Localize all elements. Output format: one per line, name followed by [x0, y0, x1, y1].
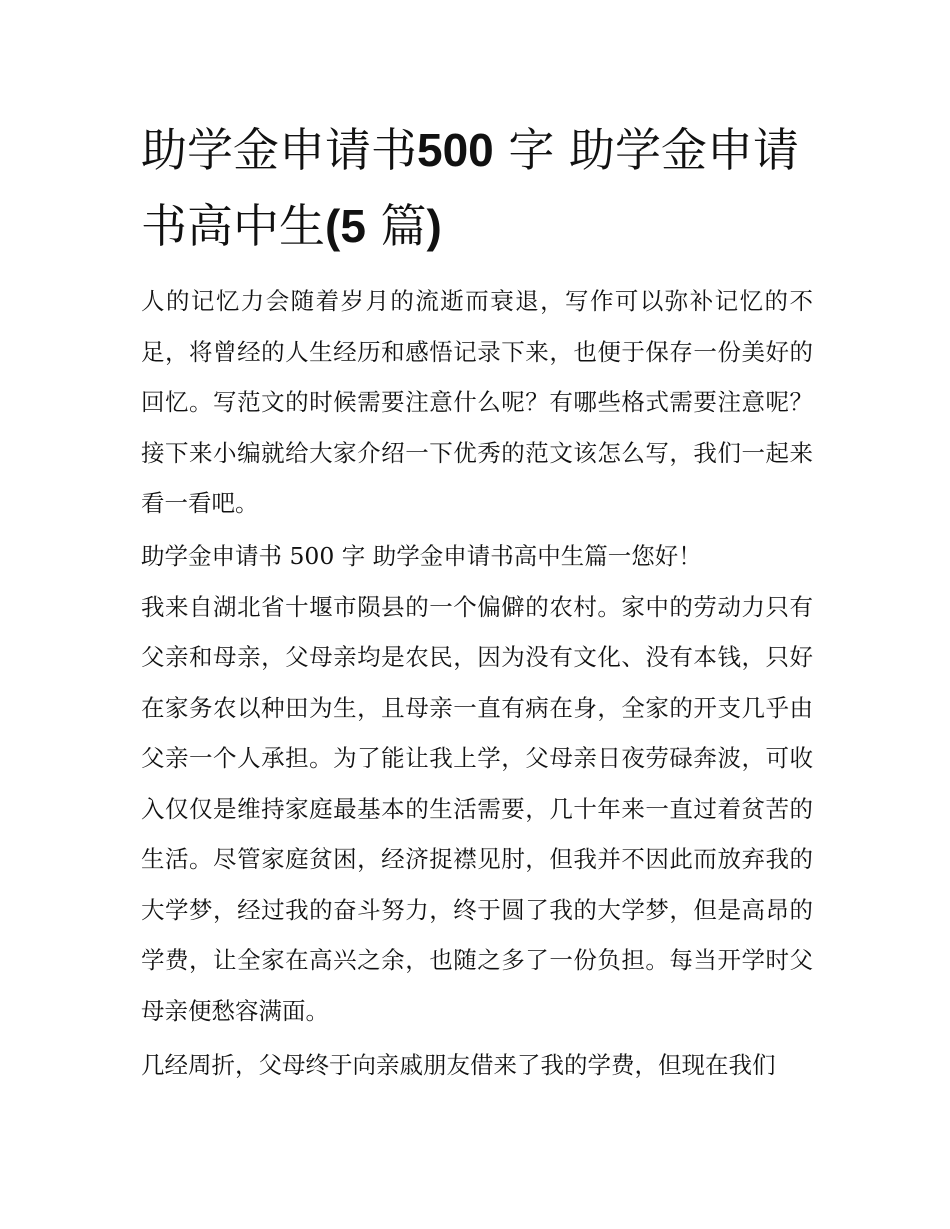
title-part-a: 助学金申请书 — [141, 123, 417, 177]
title-count-open: (5 — [325, 200, 366, 252]
title-count-close: ) — [426, 200, 442, 252]
intro-paragraph: 人的记忆力会随着岁月的流逝而衰退，写作可以弥补记忆的不足，将曾经的人生经历和感悟记录下来，也便于保存一份美好的回忆。写范文的时候需要注意什么呢？有哪些格式需要注意呢？接下来小编就给大家介绍一下优秀的范文该怎么写，我们一起来看一看吧。 — [141, 287, 813, 517]
title-number-500: 500 — [417, 124, 494, 176]
section-heading-line: 助学金申请书 500 字 助学金申请书高中生篇一您好！ — [141, 541, 702, 570]
document-title — [141, 112, 813, 264]
title-part-e: 篇 — [365, 199, 427, 253]
body-paragraph-2: 几经周折，父母终于向亲戚朋友借来了我的学费，但现在我们 — [141, 1051, 776, 1079]
body-paragraph-1: 我来自湖北省十堰市陨县的一个偏僻的农村。家中的劳动力只有父亲和母亲，父母亲均是农民，因为没有文化、没有本钱，只好在家务农以种田为生，且母亲一直有病在身，全家的开支几乎由父亲一个人承担。为了能让我上学，父母亲日夜劳碌奔波，可收入仅仅是维持家庭最基本的生活需要，几十年来一直过着贫苦的生活。尽管家庭贫困，经济捉襟见肘，但我并不因此而放弃我的大学梦，经过我的奋斗努力，终于圆了我的大学梦，但是高昂的学费，让全家在高兴之余，也随之多了一份负担。每当开学时父母亲便愁容满面。 — [141, 592, 813, 1025]
title-part-c: 字 助学金申请书高中生 — [141, 123, 799, 253]
document-page — [141, 112, 813, 1091]
